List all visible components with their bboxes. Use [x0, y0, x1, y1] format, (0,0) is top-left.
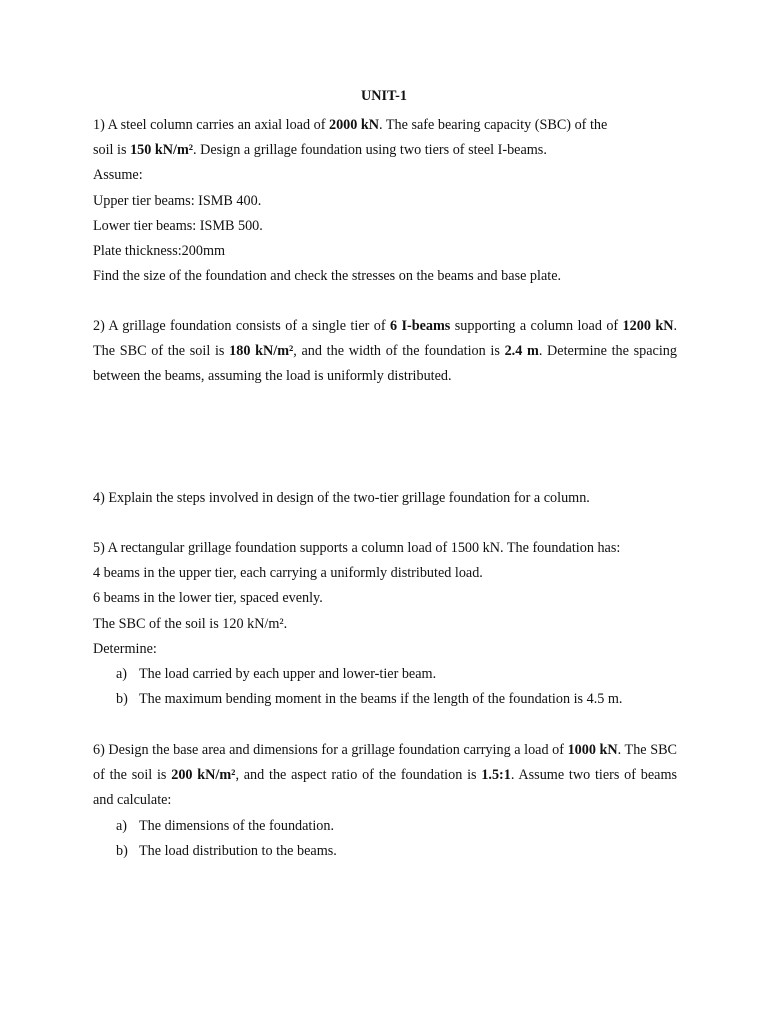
q5-line-5: Determine:	[93, 640, 157, 657]
q1-line-1: 1) A steel column carries an axial load of 2000 kN. The safe bearing capacity (SBC) of the	[93, 117, 608, 133]
q6-sub-b: b) The load distribution to the beams.	[116, 842, 337, 859]
question-6	[93, 738, 677, 864]
q6-sub-a: a) The dimensions of the foundation.	[116, 817, 335, 834]
page-title: UNIT-1	[361, 88, 407, 104]
q5-line-4: The SBC of the soil is 120 kN/m².	[93, 615, 288, 632]
q5-sub-b: b) The maximum bending moment in the beams if the length of the foundation is 4.5 m.	[116, 691, 623, 708]
question-5	[93, 536, 677, 712]
q6-paragraph: 6) Design the base area and dimensions for a grillage foundation carrying a load of 1000 kN. The SBC of the soil is 200 kN/m², and the aspect ratio of the foundation is 1.5:1. Assume two tiers of beams and calculate:	[93, 742, 678, 809]
question-2: 2) A grillage foundation consists of a single tier of 6 I-beams supporting a column load of 1200 kN. The SBC of the soil is 180 kN/m², and the width of the foundation is 2.4 m. Determine the spacing between the beams, assuming the load is uniformly distributed.	[93, 318, 678, 385]
q5-sub-a: a) The load carried by each upper and lower-tier beam.	[116, 666, 437, 683]
q1-assume: Assume:	[93, 167, 143, 184]
q5-line-3: 6 beams in the lower tier, spaced evenly.	[93, 590, 323, 607]
q5-line-1: 5) A rectangular grillage foundation supports a column load of 1500 kN. The foundation has:	[93, 540, 621, 556]
q1-line-2: soil is 150 kN/m². Design a grillage foundation using two tiers of steel I-beams.	[93, 142, 547, 159]
q5-line-2: 4 beams in the upper tier, each carrying a uniformly distributed load.	[93, 565, 483, 582]
q1-upper-tier: Upper tier beams: ISMB 400.	[93, 192, 262, 209]
question-4: 4) Explain the steps involved in design of the two-tier grillage foundation for a column.	[93, 490, 590, 506]
q1-plate: Plate thickness:200mm	[93, 243, 226, 260]
q1-lower-tier: Lower tier beams: ISMB 500.	[93, 217, 263, 234]
q1-find: Find the size of the foundation and check the stresses on the beams and base plate.	[93, 268, 562, 285]
question-1	[93, 113, 677, 289]
